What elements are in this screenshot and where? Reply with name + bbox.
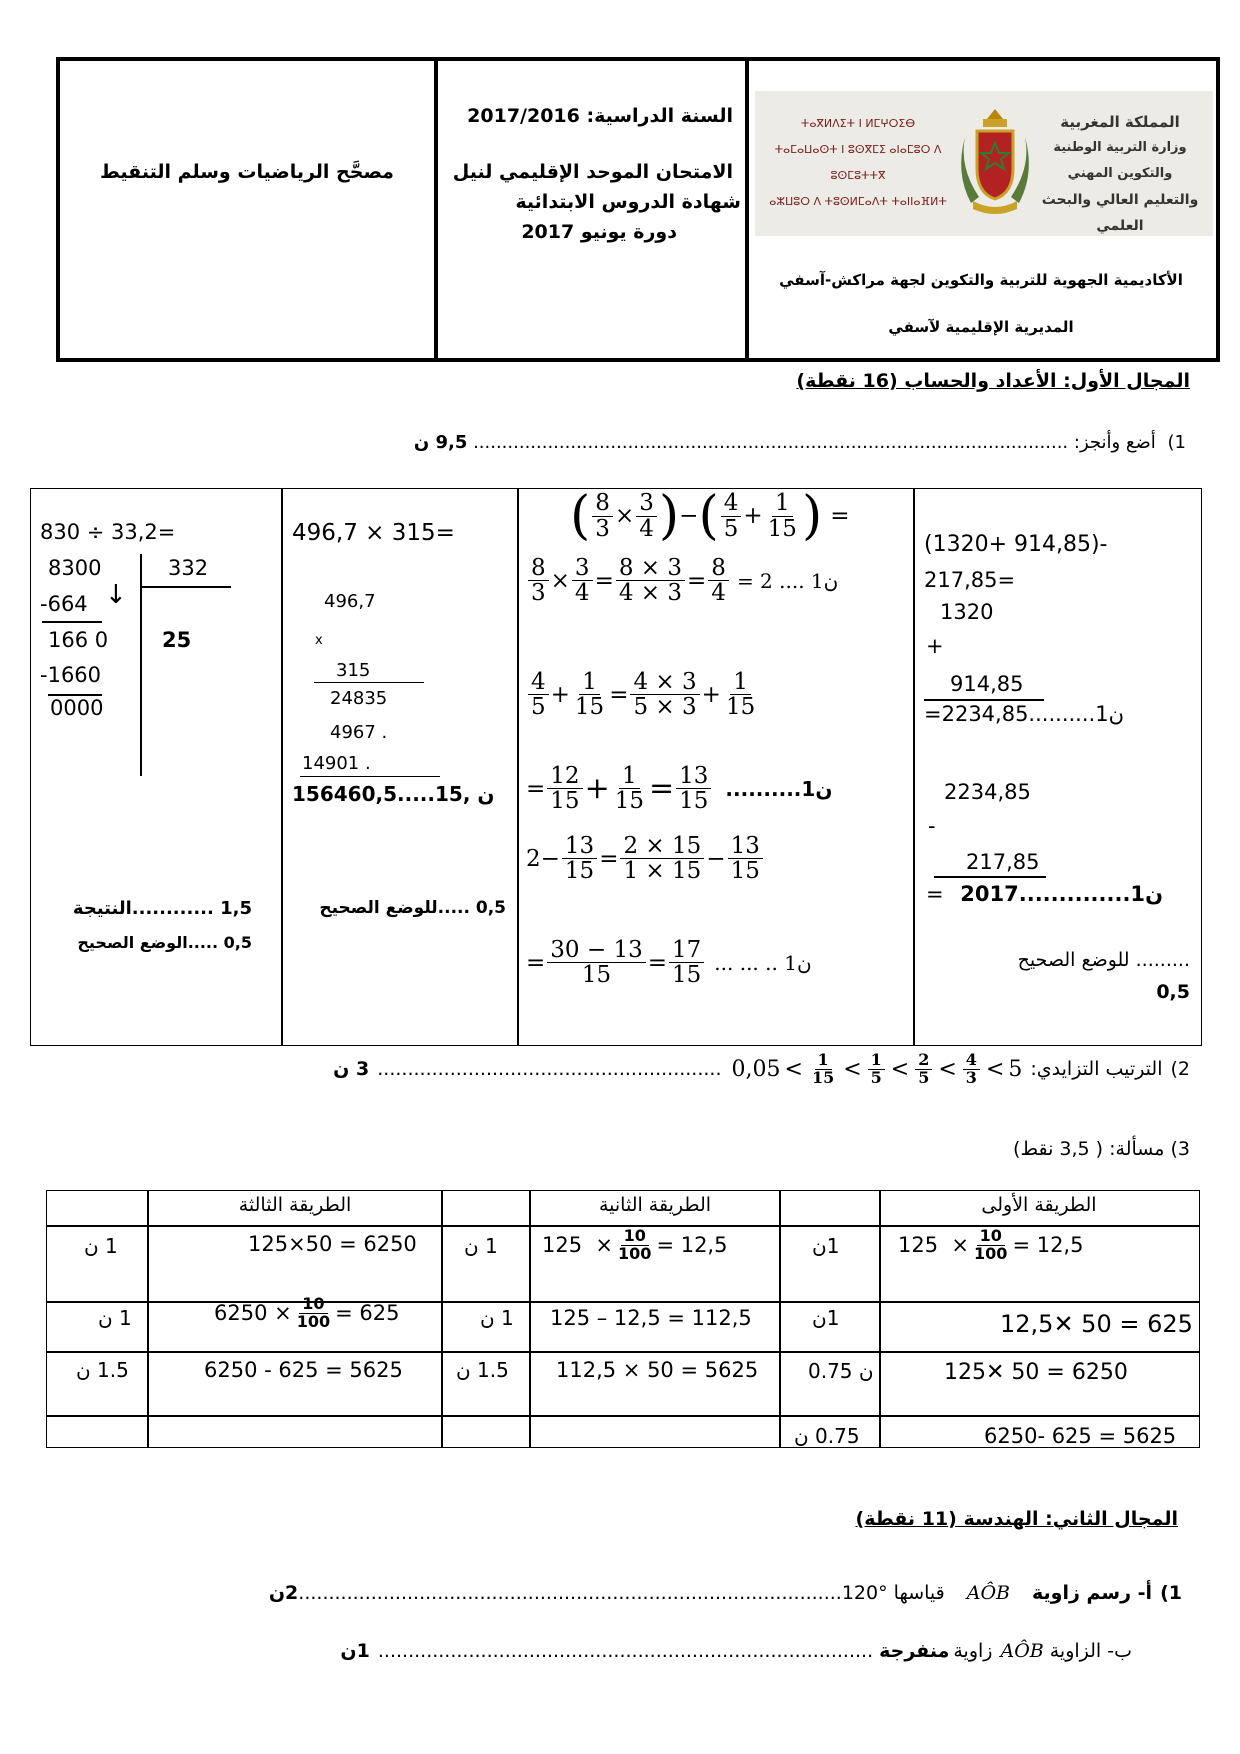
frac-row-4: 2 − $\frac{13}{15}$ = $\frac{2 \times 15}{1 \times 15}$ − $\frac{13}{15}$ xyxy=(526,834,765,883)
q1-line xyxy=(56,432,1186,453)
tifinagh-line-2: ⵜⴰⵎⴰⵡⴰⵙⵜ ⵏ ⵓⵙⴳⵎⵉ ⴰⵏⴰⵎⵓⵔ ⴷ ⵓⵙⵎⵓⵜⵜⴳ xyxy=(774,143,942,182)
division-underline-2 xyxy=(48,694,102,696)
m1-row-3: 125✕ 50 = 6250 xyxy=(944,1360,1128,1385)
frac-4-5: $\frac{4}{5}$ xyxy=(721,491,742,540)
seq-2-5: $\frac{2}{5}$ xyxy=(915,1052,932,1087)
exam-line-2: شهادة الدروس الابتدائية xyxy=(515,191,741,213)
ministry-line-3: والتعليم العالي والبحث العلمي xyxy=(1041,192,1199,234)
m3-pts-3: 1.5 ن xyxy=(76,1358,129,1382)
exam-line-1: الامتحان الموحد الإقليمي لنيل xyxy=(452,161,733,183)
division-expr: 830 ÷ 33,2= xyxy=(40,520,176,544)
frac-row-5: = $\frac{30 - 13}{15}$ = $\frac{17}{15}$ ... ... .. 1ن xyxy=(526,937,812,989)
m3-row-3: 6250 - 625 = 5625 xyxy=(204,1358,403,1382)
method-header-1: الطريقة الأولى xyxy=(981,1194,1097,1216)
m3-pts-2: 1 ن xyxy=(98,1306,132,1330)
tifinagh-line-3: ⴰⵣⵡⵓⵔ ⴷ ⵜⵓⵙⵍⵎⴰⴷⵜ ⵜⴰⵏⵏⴰⴼⵍⵜ xyxy=(769,195,947,208)
division-rem1: 166 0 xyxy=(48,628,109,652)
q1-number: 1) xyxy=(1167,432,1186,453)
s2-q1-number: 1) xyxy=(1160,1582,1182,1604)
seq-1-5: $\frac{1}{5}$ xyxy=(868,1052,885,1087)
paren-close-2: ) xyxy=(801,486,823,546)
angle-aob-2: AÔB xyxy=(1000,1640,1044,1662)
frac-row-5-tail: ... ... .. 1ن xyxy=(714,950,812,975)
division-divisor: 332 xyxy=(168,556,209,580)
mult-result: 156460,5.....1ن ,5 xyxy=(292,782,495,806)
division-sub2: -1660 xyxy=(40,663,102,687)
page-title: مصحَّح الرياضيات وسلم التنقيط xyxy=(100,161,394,183)
m2-row-2: 125 – 12,5 = 112,5 xyxy=(550,1306,752,1330)
school-year-value: 2017/2016 xyxy=(467,105,580,127)
frac-row-3-tail: ..........1ن xyxy=(725,776,833,801)
s2-q1b-points: 1ن xyxy=(340,1640,370,1662)
paren-open-1: ( xyxy=(570,486,591,546)
directorate-name: المديرية الإقليمية لآسفي xyxy=(888,318,1074,336)
paren-open-2: ( xyxy=(698,486,719,546)
header-logo-cell xyxy=(745,61,1216,358)
seq-4-3: $\frac{4}{3}$ xyxy=(963,1052,980,1087)
op: − xyxy=(679,503,699,529)
m1-pts-4: 0.75 ن xyxy=(794,1424,860,1448)
division-cell xyxy=(30,488,280,1046)
frac-row-2: $\frac{4}{5}$ + $\frac{1}{15}$ = $\frac{4 \times 3}{5 \times 3}$ + $\frac{1}{15}$ xyxy=(526,670,760,719)
method-header-3: الطريقة الثالثة xyxy=(238,1194,352,1216)
q2-number: 2) xyxy=(1170,1058,1190,1081)
sub-d: 217,85 xyxy=(966,850,1040,874)
school-year xyxy=(438,105,733,161)
division-rem2: 0000 xyxy=(50,696,104,720)
mult-underline-1 xyxy=(314,682,424,683)
add-underline xyxy=(924,699,1044,701)
mult-expr: 496,7 × 315= xyxy=(292,520,455,546)
header-exam-cell xyxy=(434,61,745,358)
add-score-value: 0,5 xyxy=(1156,981,1190,1003)
frac-3-4: $\frac{3}{4}$ xyxy=(636,491,657,540)
add-sum: =2234,85..........1ن xyxy=(924,702,1124,726)
mult-partial-2: 4967 . xyxy=(330,722,388,743)
royal-emblem-icon xyxy=(955,103,1035,221)
m1-pts-1: 1ن xyxy=(812,1234,840,1258)
m1-pts-3: 0.75 ن xyxy=(808,1359,874,1383)
section1-title: المجال الأول: الأعداد والحساب (16 نقطة) xyxy=(796,370,1190,392)
m3-row-2: 6250 × $\frac{10}{100}$ = 625 xyxy=(214,1294,400,1331)
frac-8-3: $\frac{8}{3}$ xyxy=(592,491,613,540)
ministry-line-1: المملكة المغربية xyxy=(1060,113,1180,131)
division-underline-1 xyxy=(42,621,102,623)
down-arrow-icon: ↓ xyxy=(105,580,127,610)
division-dividend: 8300 xyxy=(48,556,102,580)
q3-number: 3) xyxy=(1170,1138,1190,1160)
m1-pts-2: 1ن xyxy=(812,1306,840,1330)
ministry-line-2: وزارة التربية الوطنية والتكوين المهني xyxy=(1053,140,1187,181)
mult-b: 315 xyxy=(336,660,371,681)
mult-a: 496,7 xyxy=(324,591,376,612)
mult-score: 0,5 .....للوضع الصحيح xyxy=(319,898,506,918)
angle-aob-1: AÔB xyxy=(966,1582,1010,1604)
m2-row-3: 112,5 × 50 = 5625 xyxy=(556,1358,759,1382)
m1-row-4: 6250- 625 = 5625 xyxy=(984,1424,1177,1448)
q2-text: الترتيب التزايدي: xyxy=(1030,1058,1163,1081)
mult-partial-3: 14901 . xyxy=(302,753,371,774)
frac-1-15: $\frac{1}{15}$ xyxy=(767,490,797,542)
m3-row-1: 125×50 = 6250 xyxy=(248,1232,417,1256)
s2-q1a-text: قياسها °120 xyxy=(841,1582,945,1604)
q2-dots: ......................................................... xyxy=(377,1058,722,1081)
sub-underline xyxy=(934,876,1046,878)
q1-text: أضع وأنجز: xyxy=(1073,432,1156,453)
division-quotient-bar xyxy=(141,586,231,588)
add-b: 914,85 xyxy=(950,672,1024,696)
ministry-tifinagh-text xyxy=(763,111,953,215)
school-year-label: السنة الدراسية: xyxy=(586,105,733,127)
q2-line xyxy=(50,1052,1190,1087)
frac-row-1-tail: = 2 .... 1ن xyxy=(736,568,839,593)
sub-c: 2234,85 xyxy=(944,780,1031,804)
paren-close-1: ) xyxy=(658,486,680,546)
add-score xyxy=(990,944,1190,1008)
add-score-text: ......... للوضع الصحيح xyxy=(1017,949,1190,971)
s2-q1b-line xyxy=(52,1640,1132,1662)
logo-banner xyxy=(755,91,1213,236)
fractions-cell xyxy=(516,488,912,1046)
division-score-placement: 0,5 .....الوضع الصحيح xyxy=(77,933,252,952)
s2-q1b-bold: منفرجة xyxy=(879,1640,950,1662)
s2-q1a-dots: .......................................................................................... xyxy=(298,1582,842,1604)
add-expr: (1320+ 914,85)- xyxy=(924,532,1108,557)
s2-q1a-label: أ- رسم زاوية xyxy=(1032,1582,1153,1604)
q2-points: 3 ن xyxy=(333,1058,370,1081)
s2-q1b-label: ب- الزاوية xyxy=(1049,1640,1132,1662)
op: + xyxy=(743,503,763,529)
tifinagh-line-1: ⵜⴰⴳⵍⴷⵉⵜ ⵏ ⵍⵎⵖⵔⵉⴱ xyxy=(800,117,916,130)
q1-dots: ........................................................................................................ xyxy=(473,432,1069,453)
m2-pts-3: 1.5 ن xyxy=(456,1358,509,1382)
frac-row-1: $\frac{8}{3}$ × $\frac{3}{4}$ = $\frac{8 \times 3}{4 \times 3}$ = $\frac{8}{4}$ = 2 .... 1ن xyxy=(526,556,838,605)
q2-sequence: 0,05 < $\frac{1}{15}$ < $\frac{1}{5}$ < $\frac{2}{5}$ < $\frac{4}{3}$ < 5 xyxy=(731,1050,1023,1087)
q3-line xyxy=(1013,1138,1190,1160)
mult-partial-1: 24835 xyxy=(330,688,388,709)
sub-result-eq: = xyxy=(926,882,944,906)
mult-underline-2 xyxy=(300,776,440,777)
op: = xyxy=(830,503,850,529)
m1-row-2: 12,5✕ 50 = 625 xyxy=(1000,1310,1193,1338)
seq-1-15: $\frac{1}{15}$ xyxy=(811,1050,835,1087)
s2-q1b-dots: .................................................................................. xyxy=(377,1640,874,1662)
frac-row-3: = $\frac{12}{15}$ + $\frac{1}{15}$ = $\frac{13}{15}$ ..........1ن xyxy=(526,763,833,815)
method-header-2: الطريقة الثانية xyxy=(598,1194,712,1216)
exam-session: دورة يونيو 2017 xyxy=(521,221,677,243)
s2-q1a-points: 2ن xyxy=(268,1582,299,1604)
seq-0005: 0,05 xyxy=(731,1056,781,1082)
sub-minus: - xyxy=(928,814,936,838)
add-a: 1320 xyxy=(940,600,994,624)
op: × xyxy=(614,503,635,529)
sub-result-line xyxy=(926,882,1163,906)
m3-pts-1: 1 ن xyxy=(84,1234,118,1258)
division-quotient: 25 xyxy=(162,628,192,652)
section2-title: المجال الثاني: الهندسة (11 نقطة) xyxy=(855,1508,1178,1530)
sub-result-tail: ..............1ن xyxy=(1018,882,1163,906)
frac-row-0 xyxy=(570,486,850,546)
q3-text: مسألة: ( 3,5 نقط) xyxy=(1013,1138,1165,1160)
seq-5: 5 xyxy=(1008,1056,1023,1082)
academy-name: الأكاديمية الجهوية للتربية والتكوين لجهة مراكش-آسفي xyxy=(779,271,1183,289)
addition-cell xyxy=(912,488,1202,1046)
m2-row-1: 125 × $\frac{10}{100}$ = 12,5 xyxy=(542,1226,728,1263)
ministry-arabic-text xyxy=(1035,109,1205,239)
multiplication-cell xyxy=(280,488,516,1046)
header-box xyxy=(56,57,1220,362)
add-expr-2: 217,85= xyxy=(924,568,1016,592)
m1-row-1: 125 × $\frac{10}{100}$ = 12,5 xyxy=(898,1226,1084,1263)
sub-result: 2017 xyxy=(960,882,1019,906)
m2-pts-1: 1 ن xyxy=(464,1234,498,1258)
m2-pts-2: 1 ن xyxy=(480,1306,514,1330)
division-score-result: 1,5 ............النتيجة xyxy=(72,898,252,919)
s2-q1b-text: زاوية xyxy=(953,1640,993,1662)
q1-points: 9,5 ن xyxy=(413,432,468,453)
division-sub1: -664 xyxy=(40,592,88,616)
s2-q1a-line xyxy=(52,1582,1182,1604)
add-plus: + xyxy=(926,634,944,658)
mult-sign: x xyxy=(315,633,323,648)
